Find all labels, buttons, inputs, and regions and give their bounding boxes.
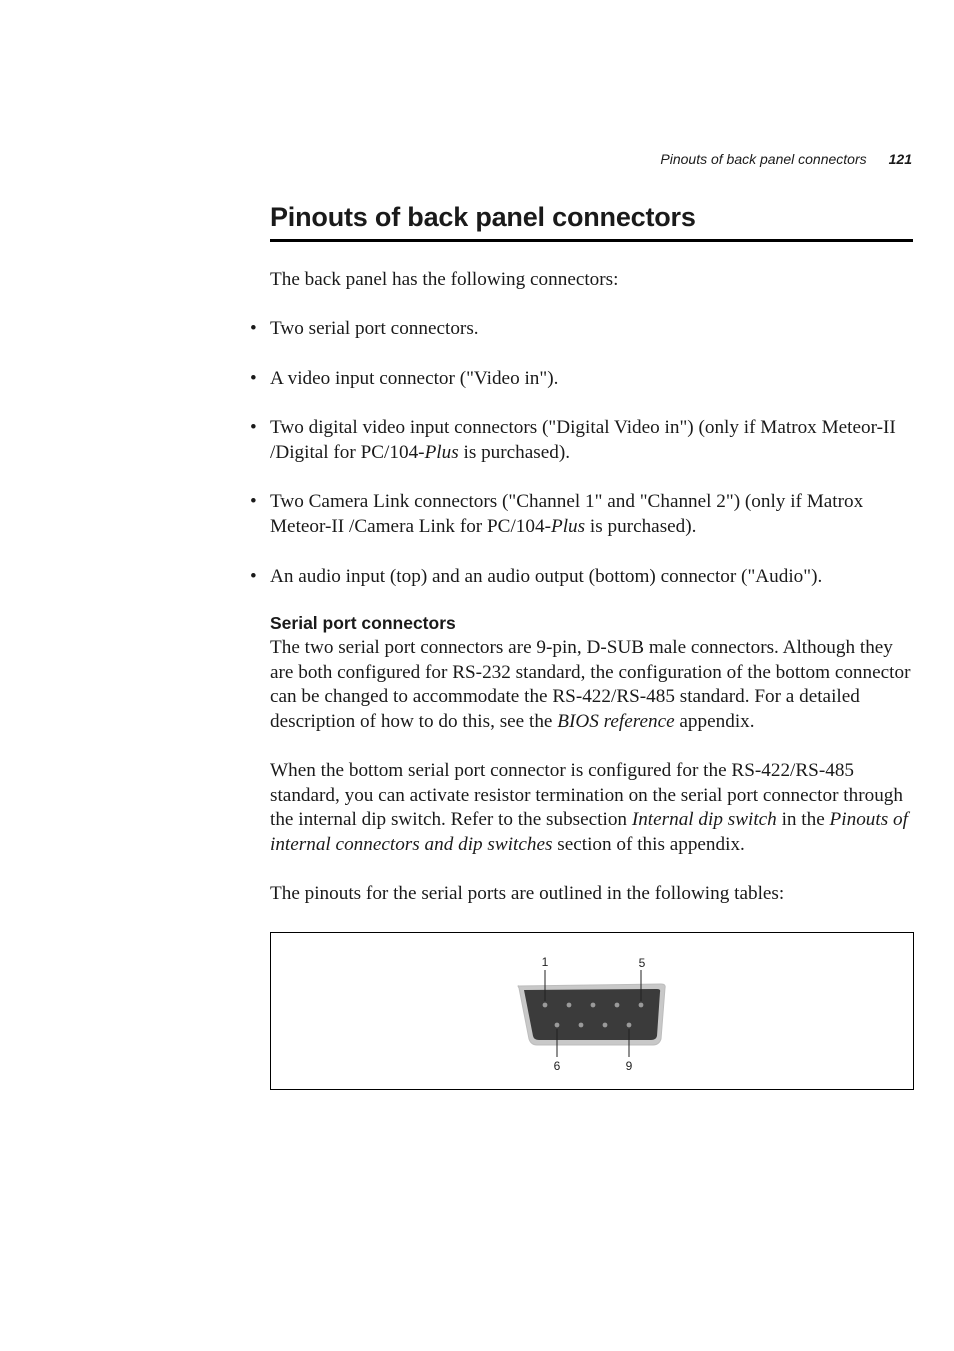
pin-label-9: 9 — [625, 1059, 633, 1073]
pin-9 — [627, 1023, 632, 1028]
connector-figure — [270, 932, 914, 1090]
running-head-title: Pinouts of back panel connectors — [660, 151, 867, 167]
pin-label-1: 1 — [541, 955, 549, 969]
bullet-dot: • — [250, 491, 257, 513]
list-item-text: Two digital video input connectors ("Digital Video in") (only if Matrox Meteor-II /Digital for PC/104- — [270, 417, 896, 463]
pinout-tables-intro: The pinouts for the serial ports are outlined in the following tables: — [270, 883, 785, 904]
serial-description-paragraph — [270, 636, 915, 734]
pin-6 — [555, 1023, 560, 1028]
bullet-dot: • — [250, 565, 257, 587]
list-item-text-end: is purchased). — [458, 441, 571, 463]
list-item-text: An audio input (top) and an audio output (bottom) connector ("Audio"). — [270, 565, 823, 587]
list-item-text: Two serial port connectors. — [270, 318, 479, 339]
list-item-italic: Plus — [550, 515, 586, 537]
pin-label-6: 6 — [553, 1059, 561, 1073]
pin-3 — [591, 1003, 596, 1008]
pin-4 — [615, 1003, 620, 1008]
list-item — [248, 565, 918, 590]
connector-list — [248, 317, 918, 614]
para-text-mid: in the — [776, 809, 830, 831]
page-number: 121 — [888, 151, 912, 167]
para-text-end: section of this appendix. — [552, 833, 745, 855]
termination-paragraph — [270, 759, 915, 857]
bullet-dot: • — [250, 367, 257, 389]
pin-8 — [603, 1023, 608, 1028]
list-item-text-end: is purchased). — [585, 515, 697, 537]
db9-connector-diagram — [271, 933, 913, 1089]
para-text: The two serial port connectors are 9-pin, D-SUB male connectors. Although they are both configured for RS-232 standard, the configuration of the bottom connector can be changed to accommodate the RS-422/RS-485 standard. For a detailed description of how to do this, see the — [270, 637, 911, 732]
list-item — [248, 317, 918, 342]
intro-paragraph: The back panel has the following connectors: — [270, 269, 619, 290]
pin-2 — [567, 1003, 572, 1008]
pin-1 — [543, 1003, 548, 1008]
list-item-text: A video input connector ("Video in"). — [270, 367, 559, 389]
para-text-end: appendix. — [674, 710, 755, 732]
list-item-italic: Plus — [424, 441, 459, 463]
pin-5 — [639, 1003, 644, 1008]
connector-face — [523, 989, 660, 1040]
list-item — [248, 416, 918, 465]
bullet-dot: • — [250, 318, 257, 339]
list-item-text: Two Camera Link connectors ("Channel 1" and "Channel 2") (only if Matrox Meteor-II /Camera Link for PC/104- — [270, 491, 864, 537]
list-item — [248, 490, 918, 539]
list-item — [248, 367, 918, 392]
page-title: Pinouts of back panel connectors — [270, 200, 913, 242]
para-text: When the bottom serial port connector is configured for the RS-422/RS-485 standard, you can activate resistor termination on the serial port connector through the internal dip switch. Refer to the subsection — [270, 760, 903, 831]
dip-switch-reference: Internal dip switch — [631, 809, 777, 831]
section-heading: Serial port connectors — [270, 613, 456, 633]
pin-label-5: 5 — [638, 956, 646, 970]
bullet-dot: • — [250, 417, 257, 439]
pin-7 — [579, 1023, 584, 1028]
bios-reference-link-text: BIOS reference — [557, 710, 675, 732]
internal-connectors-reference: Pinouts of internal connectors and dip switches — [270, 809, 908, 855]
running-head — [560, 151, 912, 167]
